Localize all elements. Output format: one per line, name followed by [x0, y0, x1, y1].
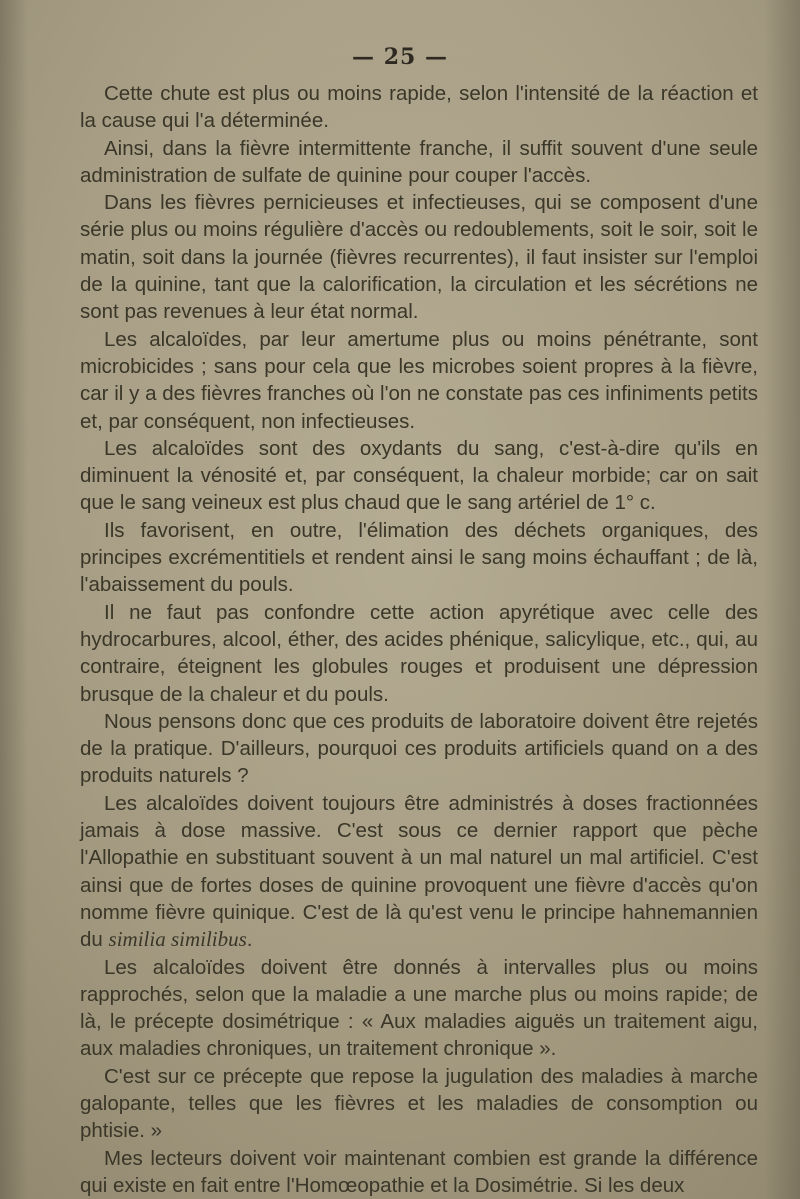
paragraph: Mes lecteurs doivent voir maintenant combien est grande la différence qui existe en fait entre l'Homœopathie et la Dosimétrie. Si les deux	[80, 1146, 758, 1197]
paragraph: Cette chute est plus ou moins rapide, selon l'intensité de la réaction et la cause qui l'a déterminée.	[80, 82, 758, 133]
page-edge-shadow-right	[764, 0, 800, 1199]
body-text	[80, 80, 758, 1199]
paragraph: C'est sur ce précepte que repose la jugulation des maladies à marche galopante, telles que les fièvres et les maladies de consomption ou phtisie. »	[80, 1064, 758, 1143]
paragraph: Nous pensons donc que ces produits de laboratoire doivent être rejetés de la pratique. D'ailleurs, pourquoi ces produits artificiels quand on a des produits naturels ?	[80, 709, 758, 788]
paragraph: Dans les fièvres pernicieuses et infectieuses, qui se composent d'une série plus ou moins régulière d'accès ou redoublements, soit le soir, soit le matin, soit dans la journée (fièvres recurrentes), il faut insister sur l'emploi de la quinine, tant que la calorification, la circulation et les sécrétions ne sont pas revenues à leur état normal.	[80, 191, 758, 324]
latin-phrase: similia similibus	[108, 927, 247, 952]
page-edge-shadow-left	[0, 0, 28, 1199]
page-number: — 25 —	[352, 44, 448, 70]
paragraph: Il ne faut pas confondre cette action apyrétique avec celle des hydrocarbures, alcool, éther, des acides phénique, salicylique, etc., qui, au contraire, éteignent les globules rouges et produisent une dépression brusque de la chaleur et du pouls.	[80, 600, 758, 706]
paragraph-text: Les alcaloïdes doivent toujours être administrés à doses fractionnées jamais à dose massive. C'est sous ce dernier rapport que pèche l'Allopathie en substituant souvent à un mal naturel un mal artificiel. C'est ainsi que de fortes doses de quinine provoquent une fièvre d'accès qu'on nomme fièvre quinique. C'est de là qu'est venu le principe hahnemannien du	[80, 791, 758, 952]
paragraph: Ainsi, dans la fièvre intermittente franche, il suffit souvent d'une seule administration de sulfate de quinine pour couper l'accès.	[80, 136, 758, 187]
paragraph: Les alcaloïdes sont des oxydants du sang, c'est-à-dire qu'ils en diminuent la vénosité et, par conséquent, la chaleur morbide; car on sait que le sang veineux est plus chaud que le sang artériel de 1° c.	[80, 436, 758, 515]
paragraph	[80, 790, 758, 954]
paragraph: Ils favorisent, en outre, l'élimation des déchets organiques, des principes excrémentitiels et rendent ainsi le sang moins échauffant ; de là, l'abaissement du pouls.	[80, 518, 758, 597]
paragraph: Les alcaloïdes, par leur amertume plus ou moins pénétrante, sont microbicides ; sans pour cela que les microbes soient propres à la fièvre, car il y a des fièvres franches où l'on ne constate pas ces infiniments petits et, par conséquent, non infectieuses.	[80, 327, 758, 433]
paragraph: Les alcaloïdes doivent être donnés à intervalles plus ou moins rapprochés, selon que la maladie a une marche plus ou moins rapide; de là, le précepte dosimétrique : « Aux maladies aiguës un traitement aigu, aux maladies chroniques, un traitement chronique ».	[80, 955, 758, 1061]
paragraph-tail: .	[246, 928, 253, 952]
